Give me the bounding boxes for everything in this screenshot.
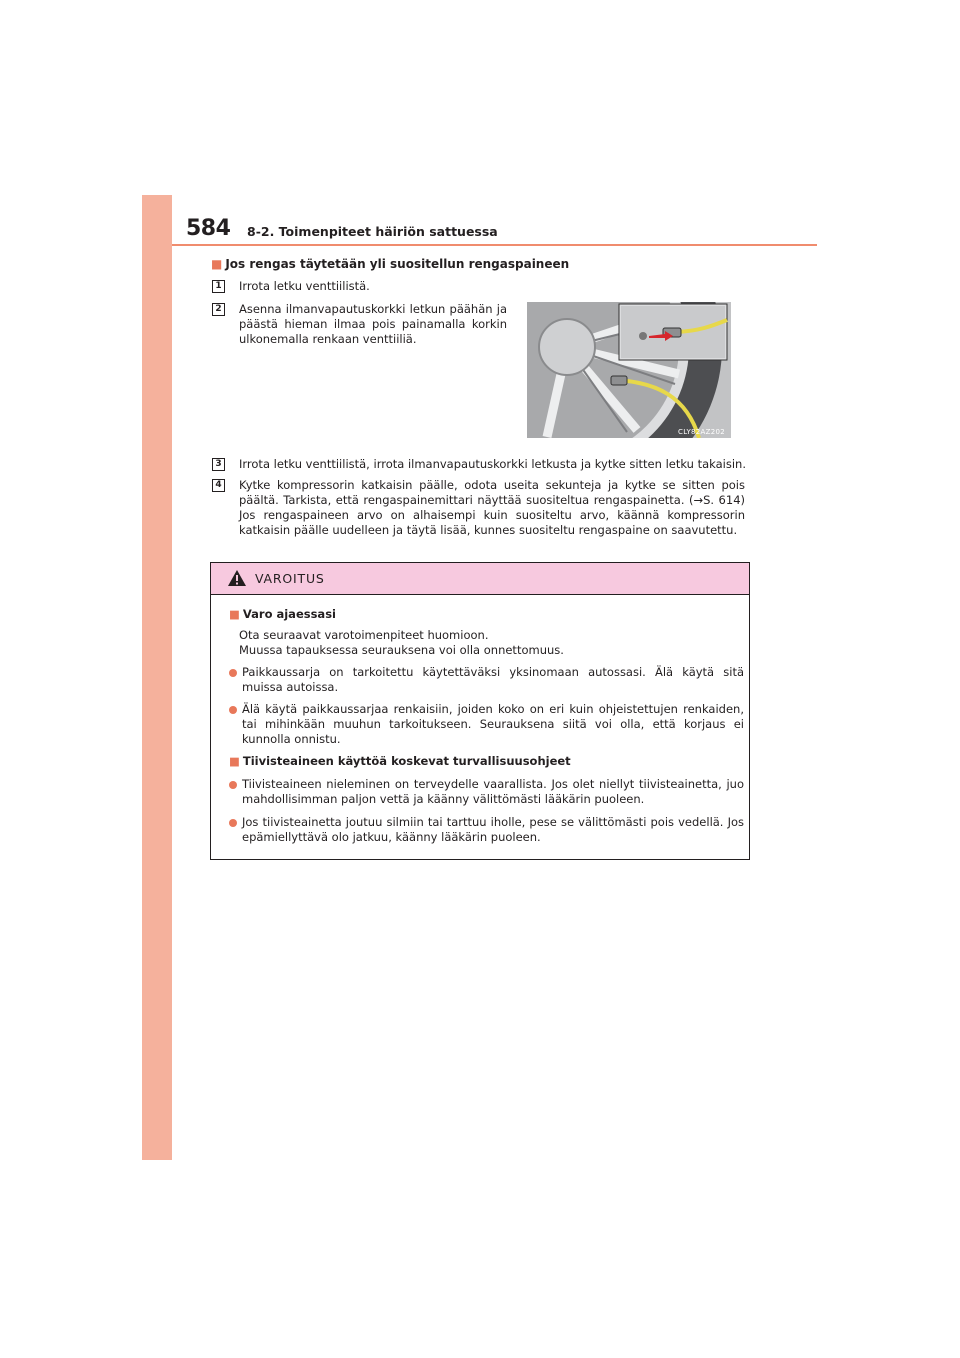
step-4-text: Kytke kompressorin katkaisin päälle, odota useita sekunteja ja kytke se sitten pois päältä. Tarkista, että rengaspainemittari näyttää suositeltua rengaspainetta. (→S. 614) Jos rengaspaineen arvo on alhaisempi kuin suositeltu arvo, käännä kompressorin katkaisin päälle uudelleen ja täytä lisää, kunnes suositeltu rengaspaine on saavutettu. [239,478,745,537]
square-bullet-icon: ■ [211,257,223,271]
step-3-number: 3 [212,458,225,471]
step-2-number: 2 [212,303,225,316]
warning-section-heading-text: Tiivisteaineen käyttöä koskevat turvallisuusohjeet [242,754,571,768]
step-4-number: 4 [212,479,225,492]
step-3-text: Irrota letku venttiilistä, irrota ilmanvapautuskorkki letkusta ja kytke sitten letku takaisin. [239,457,746,471]
warning-bullet: Tiivisteaineen nieleminen on terveydelle vaarallista. Jos olet niellyt tiivisteainetta, juo mahdollisimman paljon vettä ja käänny välittömästi lääkärin puoleen. [242,777,744,806]
warning-section-heading [229,754,571,768]
procedure-heading [211,257,569,271]
warning-bullet: Jos tiivisteainetta joutuu silmiin tai tarttuu iholle, pese se välittömästi pois vedellä. Jos epämiellyttävä olo jatkuu, käänny lääkärin puoleen. [242,815,744,844]
warning-title: VAROITUS [255,571,325,586]
step-2-text: Asenna ilmanvapautuskorkki letkun päähän ja päästä hieman ilmaa pois painamalla korkin ulkonemalla renkaan venttiiliä. [239,302,507,346]
warning-triangle-icon [227,569,247,587]
section-title: 8-2. Toimenpiteet häiriön sattuessa [247,224,498,239]
warning-box [210,562,750,860]
warning-header [211,563,749,595]
warning-section-heading [229,607,336,621]
bullet-dot-icon [229,706,237,714]
procedure-heading-text: Jos rengas täytetään yli suositellun rengaspaineen [225,257,570,271]
bullet-dot-icon [229,819,237,827]
bullet-dot-icon [229,781,237,789]
chapter-side-tab [142,195,172,1160]
step-1-text: Irrota letku venttiilistä. [239,279,370,293]
bullet-dot-icon [229,669,237,677]
header-divider [172,244,817,246]
step-1-number: 1 [212,280,225,293]
tire-valve-illustration [527,302,731,438]
wheel-hose-drawing [527,302,731,438]
square-bullet-icon: ■ [229,754,240,768]
figure-code: CLY82AZ202 [678,428,725,436]
page-number: 584 [186,216,231,241]
warning-bullet: Älä käytä paikkaussarjaa renkaisiin, joiden koko on eri kuin ohjeistettujen renkaiden, tai mihinkään muuhun tarkoitukseen. Seurauksena siitä voi olla, että korjaus ei kunnolla onnistu. [242,702,744,746]
warning-section-heading-text: Varo ajaessasi [242,607,336,621]
warning-intro-line: Muussa tapauksessa seurauksena voi olla onnettomuus. [239,643,564,657]
square-bullet-icon: ■ [229,607,240,621]
warning-intro-line: Ota seuraavat varotoimenpiteet huomioon. [239,628,489,642]
warning-bullet: Paikkaussarja on tarkoitettu käytettäväksi yksinomaan autossasi. Älä käytä sitä muissa autoissa. [242,665,744,694]
